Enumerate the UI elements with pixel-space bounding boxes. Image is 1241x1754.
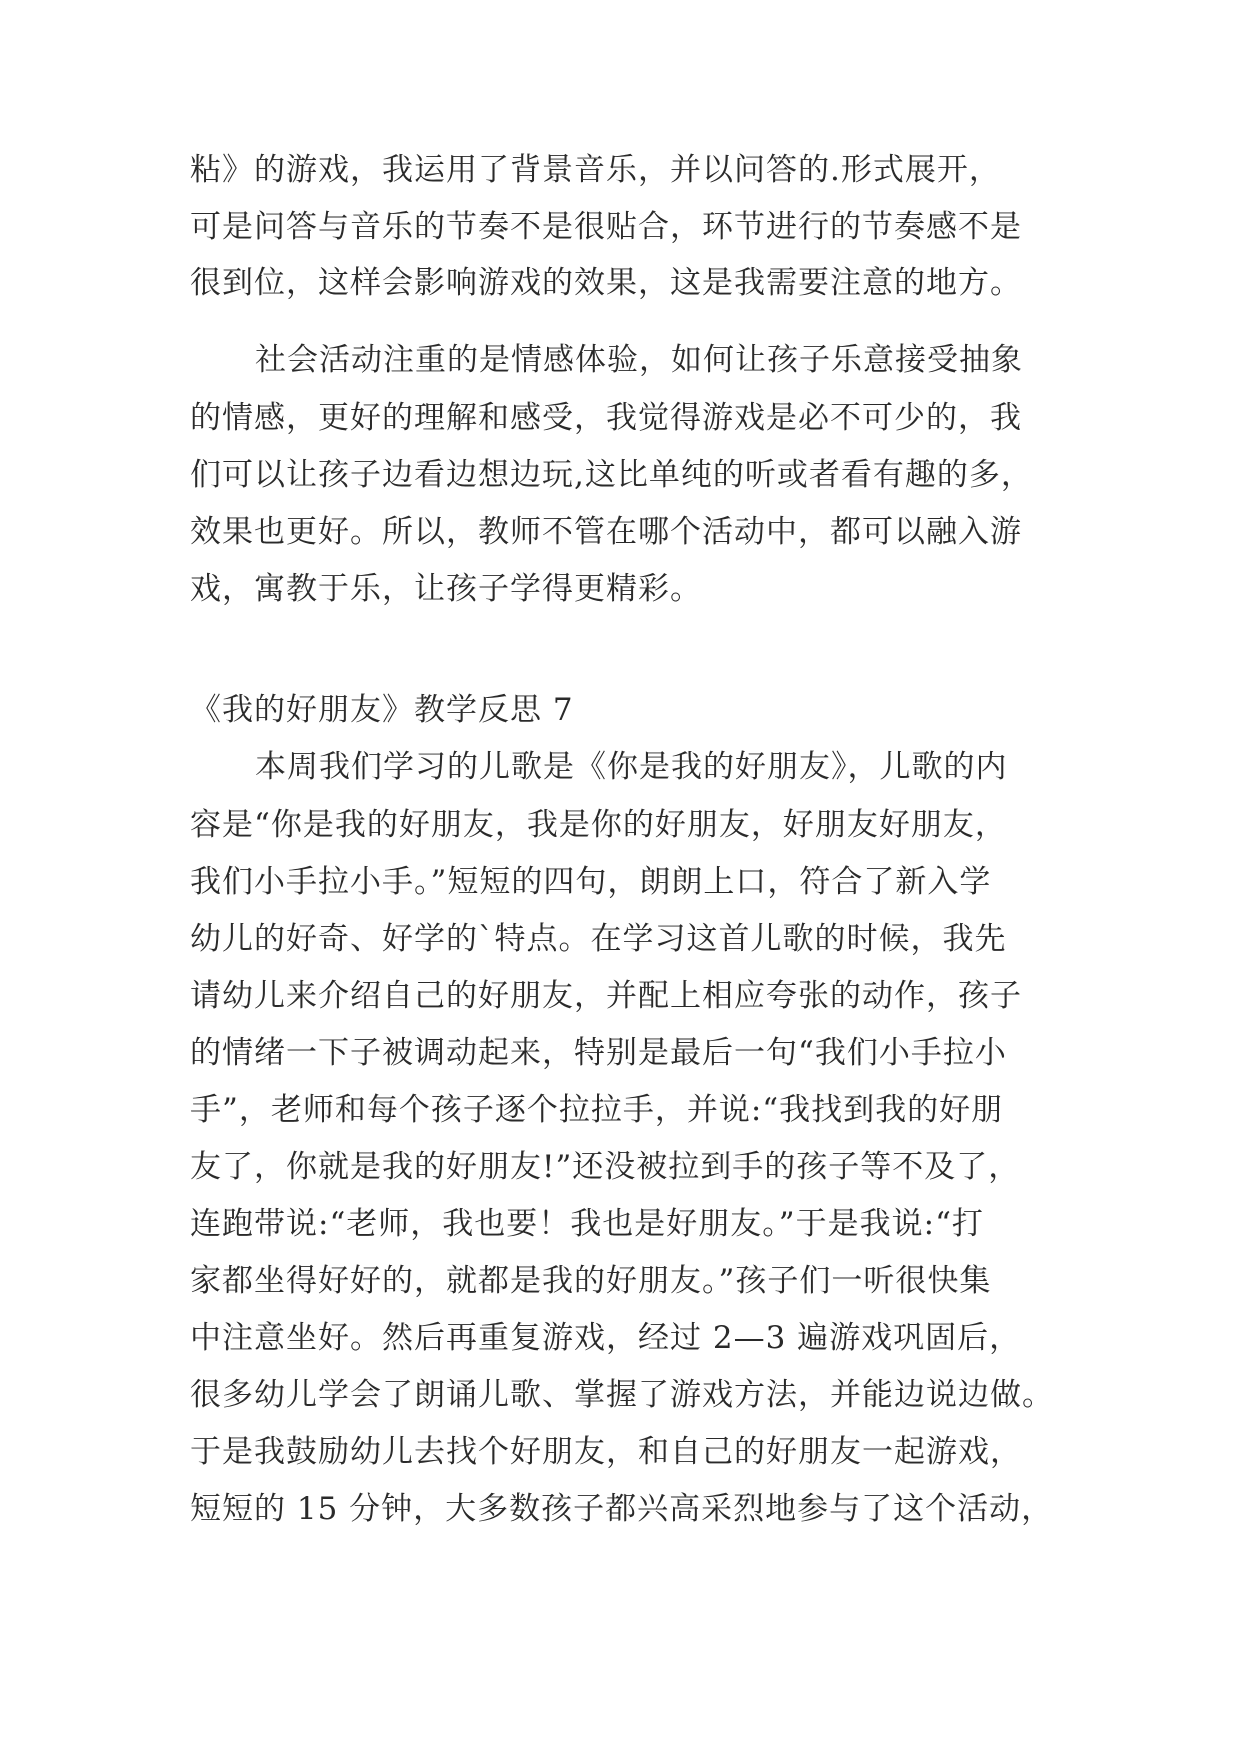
- text-line: 的情感，更好的理解和感受，我觉得游戏是必不可少的，我: [190, 400, 1022, 436]
- text-line: 很到位，这样会影响游戏的效果，这是我需要注意的地方。: [190, 265, 1022, 301]
- text-line: 效果也更好。所以，教师不管在哪个活动中，都可以融入游: [190, 514, 1022, 550]
- text-line: 社会活动注重的是情感体验，如何让孩子乐意接受抽象: [255, 342, 1023, 378]
- text-line: 短短的 15 分钟，大多数孩子都兴高采烈地参与了这个活动，: [190, 1491, 1054, 1527]
- text-line: 很多幼儿学会了朗诵儿歌、掌握了游戏方法，并能边说边做。: [190, 1377, 1054, 1413]
- text-line: 友了，你就是我的好朋友!”还没被拉到手的孩子等不及了，: [190, 1149, 1021, 1185]
- text-line: 粘》的游戏，我运用了背景音乐，并以问答的.形式展开，: [190, 152, 1001, 188]
- text-line: 于是我鼓励幼儿去找个好朋友，和自己的好朋友一起游戏，: [190, 1434, 1022, 1470]
- text-line: 可是问答与音乐的节奏不是很贴合，环节进行的节奏感不是: [190, 209, 1022, 245]
- text-line: 幼儿的好奇、好学的`特点。在学习这首儿歌的时候，我先: [190, 921, 1007, 957]
- text-line: 中注意坐好。然后再重复游戏，经过 2—3 遍游戏巩固后，: [190, 1320, 1022, 1356]
- text-line: 本周我们学习的儿歌是《你是我的好朋友》，儿歌的内: [255, 749, 1008, 785]
- text-line: 手”，老师和每个孩子逐个拉拉手，并说:“我找到我的好朋: [190, 1092, 1004, 1128]
- text-line: 我们小手拉小手。”短短的四句，朗朗上口，符合了新入学: [190, 864, 992, 900]
- text-line: 家都坐得好好的，就都是我的好朋友。”孩子们一听很快集: [190, 1263, 992, 1299]
- text-line: 请幼儿来介绍自己的好朋友，并配上相应夸张的动作，孩子: [190, 978, 1022, 1014]
- text-line: 的情绪一下子被调动起来，特别是最后一句“我们小手拉小: [190, 1035, 1007, 1071]
- text-line: 容是“你是我的好朋友，我是你的好朋友，好朋友好朋友，: [190, 807, 1007, 843]
- section-title: 《我的好朋友》教学反思 7: [190, 692, 574, 728]
- text-line: 们可以让孩子边看边想边玩,这比单纯的听或者看有趣的多，: [190, 457, 1033, 493]
- text-line: 戏，寓教于乐，让孩子学得更精彩。: [190, 571, 702, 607]
- text-line: 连跑带说:“老师，我也要！我也是好朋友。”于是我说:“打: [190, 1206, 984, 1242]
